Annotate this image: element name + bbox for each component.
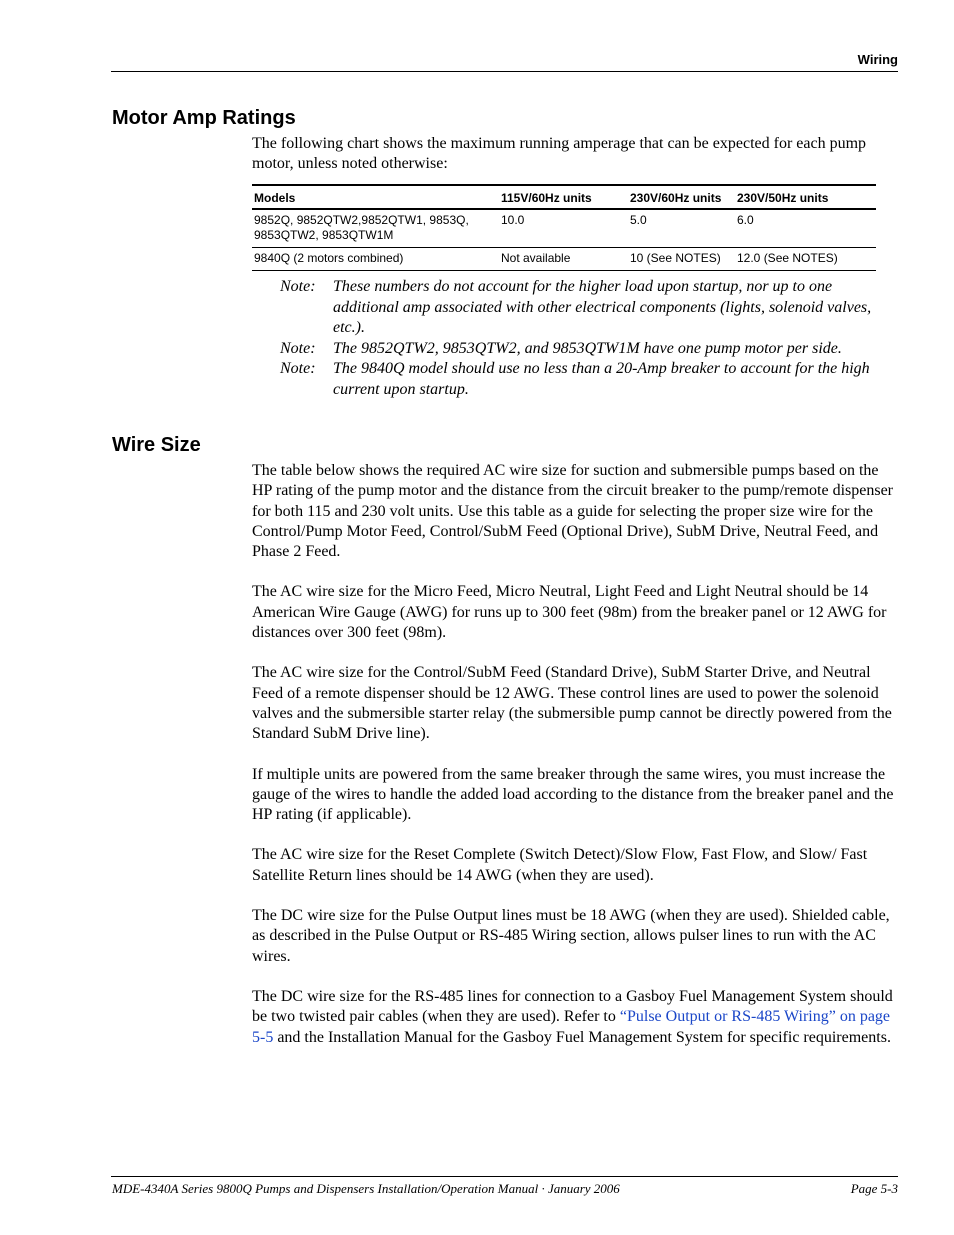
- paragraph: If multiple units are powered from the same breaker through the same wires, you must increase the gauge of the wires to handle the added load according to the distance from the breaker panel and the HP rating (if applicable).: [252, 765, 894, 824]
- note-text: The 9852QTW2, 9853QTW2, and 9853QTW1M have one pump motor per side.: [333, 339, 842, 357]
- column-header: 230V/50Hz units: [735, 185, 876, 209]
- paragraph: The table below shows the required AC wire size for suction and submersible pumps based on the HP rating of the pump motor and the distance from the circuit breaker to the pump/remote dispenser for both 115 and 230 volt units. Use this table as a guide for selecting the proper size wire for the Control/Pump Motor Feed, Control/SubM Feed (Optional Drive), SubM Drive, Neutral Feed, and Phase 2 Feed.: [252, 462, 893, 561]
- table-row: [252, 209, 876, 248]
- footer-rule: [111, 1176, 898, 1177]
- table-header-row: [252, 185, 876, 209]
- paragraph-text: The DC wire size for the RS-485 lines for connection to a Gasboy Fuel Management System should be two twisted pair cables (when they are used). Refer to: [252, 987, 893, 1026]
- paragraph: The DC wire size for the Pulse Output lines must be 18 AWG (when they are used). Shielded cable, as described in the Pulse Output or RS-485 Wiring section, allows pulser lines to run with the AC wires.: [252, 907, 890, 965]
- column-header: 115V/60Hz units: [499, 185, 628, 209]
- paragraph: The AC wire size for the Reset Complete (Switch Detect)/Slow Flow, Fast Flow, and Slow/ Fast Satellite Return lines should be 14 AWG (when they are used).: [252, 846, 868, 884]
- note-label: Note:: [280, 278, 316, 295]
- note-label: Note:: [280, 339, 316, 357]
- wire-size-body: [252, 461, 898, 1068]
- table-cell: 5.0: [628, 209, 735, 248]
- footer-page-number: Page 5-3: [850, 1181, 898, 1196]
- paragraph: The AC wire size for the Micro Feed, Micro Neutral, Light Feed and Light Neutral should be 14 American Wire Gauge (AWG) for runs up to 300 feet (98m) from the breaker panel or 12 AWG for distances over 300 feet (98m).: [252, 583, 887, 642]
- table-cell: 10 (See NOTES): [628, 248, 735, 271]
- heading-motor-amp-ratings: Motor Amp Ratings: [112, 107, 296, 129]
- cross-reference-link[interactable]: “Pulse Output or RS-485 Wiring” on page 5-5: [252, 1008, 891, 1046]
- note-item: [280, 277, 880, 339]
- table-cell: 10.0: [499, 209, 628, 248]
- table-cell: 9840Q (2 motors combined): [252, 248, 499, 271]
- column-header: 230V/60Hz units: [628, 185, 735, 209]
- running-header: Wiring: [857, 52, 898, 67]
- footer-document-title: MDE-4340A Series 9800Q Pumps and Dispensers Installation/Operation Manual · January 2006: [112, 1181, 620, 1196]
- paragraph-rs485: [252, 987, 898, 1048]
- note-text: The 9840Q model should use no less than a 20-Amp breaker to account for the high current upon startup.: [333, 360, 870, 398]
- table-cell: Not available: [499, 248, 628, 271]
- notes-block: [280, 277, 880, 400]
- table-cell: 9852Q, 9852QTW2,9852QTW1, 9853Q, 9853QTW2, 9853QTW1M: [252, 209, 499, 248]
- note-text: These numbers do not account for the higher load upon startup, nor up to one additional amp associated with other electrical components (lights, solenoid valves, etc.).: [333, 278, 872, 336]
- column-header: Models: [252, 185, 499, 209]
- table-cell: 12.0 (See NOTES): [735, 248, 876, 271]
- note-label: Note:: [280, 360, 316, 377]
- header-rule: [111, 71, 898, 72]
- paragraph: The AC wire size for the Control/SubM Feed (Standard Drive), SubM Starter Drive, and Neutral Feed of a remote dispenser should be 12 AWG. These control lines are used to power the solenoid valves and the submersible starter relay (the submersible pump cannot be directly powered from the Standard SubM Drive line).: [252, 664, 892, 743]
- note-item: [280, 339, 880, 360]
- table-row: [252, 248, 876, 271]
- paragraph-text: and the Installation Manual for the Gasboy Fuel Management System for specific requirements.: [273, 1028, 891, 1046]
- motor-amp-table: [252, 184, 876, 271]
- heading-wire-size: Wire Size: [112, 434, 201, 456]
- table-cell: 6.0: [735, 209, 876, 248]
- intro-paragraph: The following chart shows the maximum running amperage that can be expected for each pump motor, unless noted otherwise:: [252, 135, 867, 173]
- note-item: [280, 359, 880, 400]
